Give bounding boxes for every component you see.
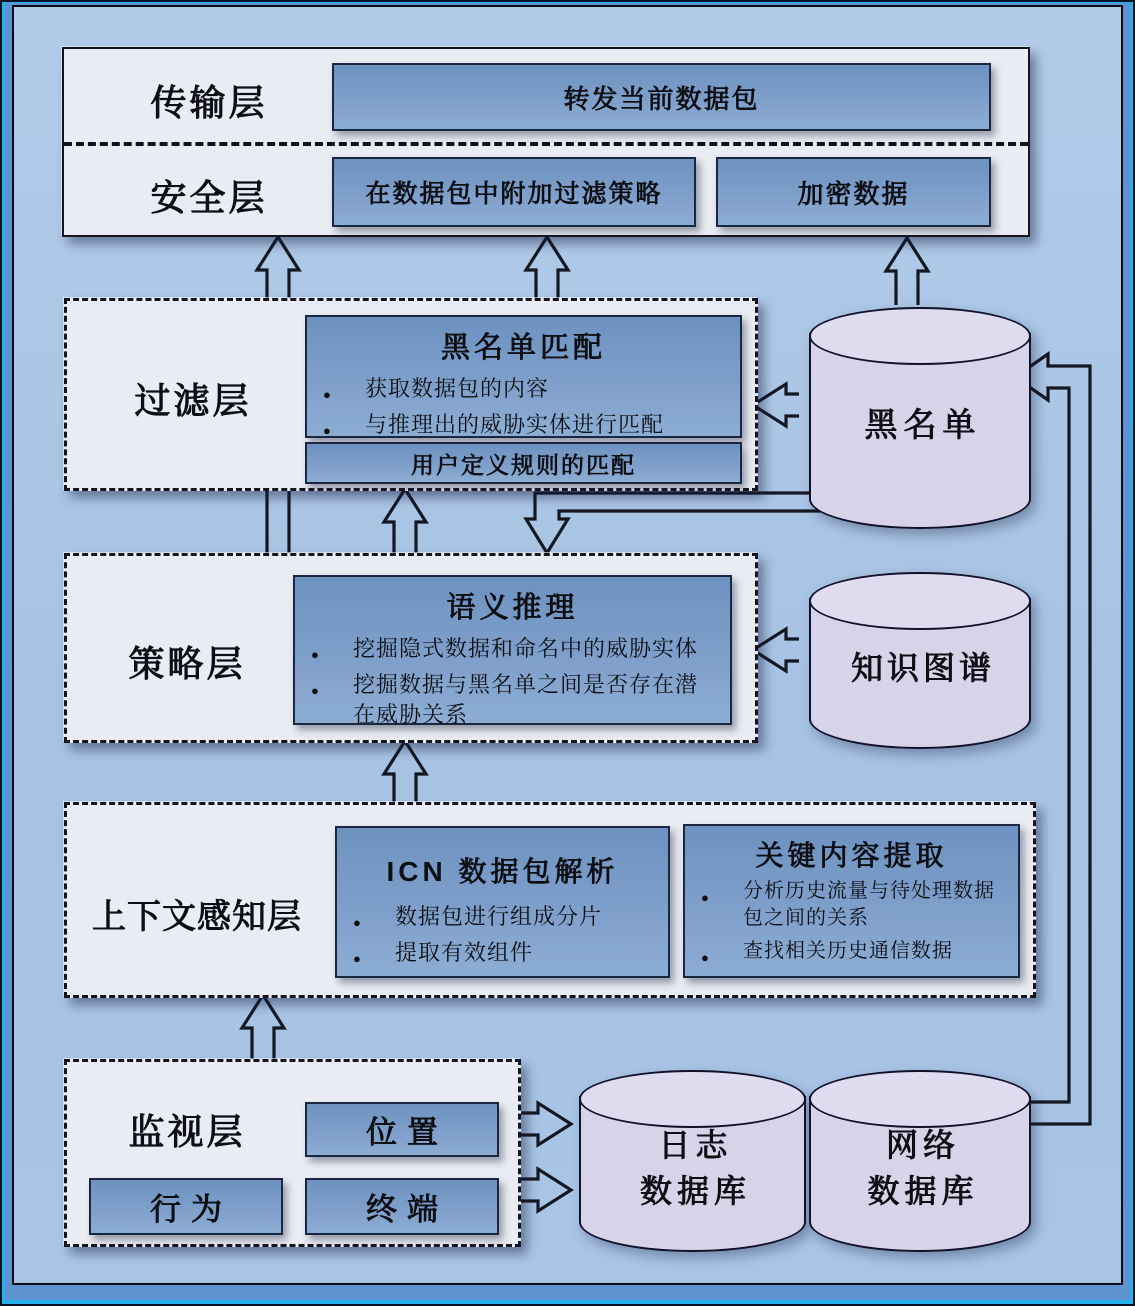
filter-layer-container	[64, 298, 758, 491]
icn-parse-title: ICN 数据包解析	[386, 856, 619, 887]
network-db-line2: 数据库	[867, 1173, 979, 1209]
context-layer-label: 上下文感知层	[92, 898, 302, 936]
semantic-reasoning-bullets	[295, 632, 730, 734]
log-database-label	[579, 1070, 806, 1252]
blacklist-database-cylinder	[809, 307, 1031, 529]
network-database-label	[809, 1070, 1031, 1252]
position-text: 位置	[366, 1115, 448, 1150]
forward-packet-box	[332, 63, 991, 131]
diagram-canvas	[12, 5, 1123, 1285]
transport-security-divider	[64, 142, 1028, 146]
terminal-text: 终端	[366, 1192, 448, 1227]
semantic-reasoning-title: 语义推理	[446, 592, 579, 624]
transport-layer-label: 传输层	[150, 82, 268, 123]
arrow-monitor-to-context-icon	[242, 995, 284, 1061]
arrow-knowledge-to-strategy-icon	[753, 629, 799, 671]
network-database-cylinder	[809, 1070, 1031, 1252]
encrypt-data-text: 加密数据	[797, 178, 910, 209]
encrypt-data-box	[716, 157, 991, 227]
bullet-item: ● 分析历史流量与待处理数据包之间的关系	[685, 876, 1018, 936]
user-rules-box	[305, 442, 742, 484]
log-db-line1: 日志	[658, 1127, 733, 1163]
knowledge-graph-cylinder	[809, 572, 1031, 749]
arrow-strategy-to-filter-icon	[384, 489, 426, 555]
bullet-item: ● 与推理出的威胁实体进行匹配	[307, 408, 740, 444]
strategy-layer-label: 策略层	[128, 643, 246, 684]
key-content-box	[683, 824, 1020, 978]
user-rules-text: 用户定义规则的匹配	[411, 451, 636, 478]
arrow-blacklist-to-filter-icon	[753, 384, 799, 426]
arrow-filter-to-security-icon	[526, 237, 568, 300]
blacklist-match-bullets	[307, 372, 740, 444]
bullet-item: ● 挖掘数据与黑名单之间是否存在潜在威胁关系	[295, 668, 730, 734]
blacklist-match-box	[305, 315, 742, 438]
bullet-item: ● 获取数据包的内容	[307, 372, 740, 408]
forward-packet-text: 转发当前数据包	[563, 83, 760, 114]
key-content-title: 关键内容提取	[755, 840, 948, 871]
behavior-text: 行为	[150, 1192, 232, 1227]
strategy-layer-container	[64, 553, 758, 743]
context-layer-container	[64, 802, 1036, 998]
attach-policy-text: 在数据包中附加过滤策略	[365, 180, 663, 208]
position-box	[305, 1102, 499, 1157]
terminal-box	[305, 1178, 499, 1235]
log-db-line2: 数据库	[639, 1173, 751, 1209]
arrow-blacklist-to-security-icon	[886, 238, 928, 305]
bullet-item: ● 提取有效组件	[337, 936, 668, 972]
icn-parse-box	[335, 826, 670, 978]
semantic-reasoning-box	[293, 575, 732, 725]
monitor-layer-container	[64, 1059, 521, 1247]
blacklist-database-label: 黑名单	[864, 406, 982, 443]
bullet-item: ● 挖掘隐式数据和命名中的威胁实体	[295, 632, 730, 668]
log-database-cylinder	[579, 1070, 806, 1252]
filter-layer-label: 过滤层	[134, 380, 252, 421]
blacklist-match-title: 黑名单匹配	[440, 332, 606, 364]
transport-security-container	[62, 47, 1030, 237]
arrow-monitor-to-logdb-lower-icon	[520, 1169, 571, 1211]
icn-parse-bullets	[337, 900, 668, 972]
arrow-context-to-strategy-icon	[384, 741, 426, 804]
network-db-line1: 网络	[885, 1127, 960, 1163]
arrow-monitor-to-logdb-upper-icon	[520, 1103, 571, 1145]
bullet-item: ● 查找相关历史通信数据	[685, 936, 1018, 969]
monitor-layer-label: 监视层	[128, 1111, 246, 1152]
knowledge-graph-label: 知识图谱	[850, 649, 995, 686]
bullet-item: ● 数据包进行组成分片	[337, 900, 668, 936]
attach-policy-box	[332, 157, 696, 227]
security-layer-label: 安全层	[150, 177, 268, 218]
key-content-bullets	[685, 876, 1018, 969]
behavior-box	[89, 1178, 283, 1235]
